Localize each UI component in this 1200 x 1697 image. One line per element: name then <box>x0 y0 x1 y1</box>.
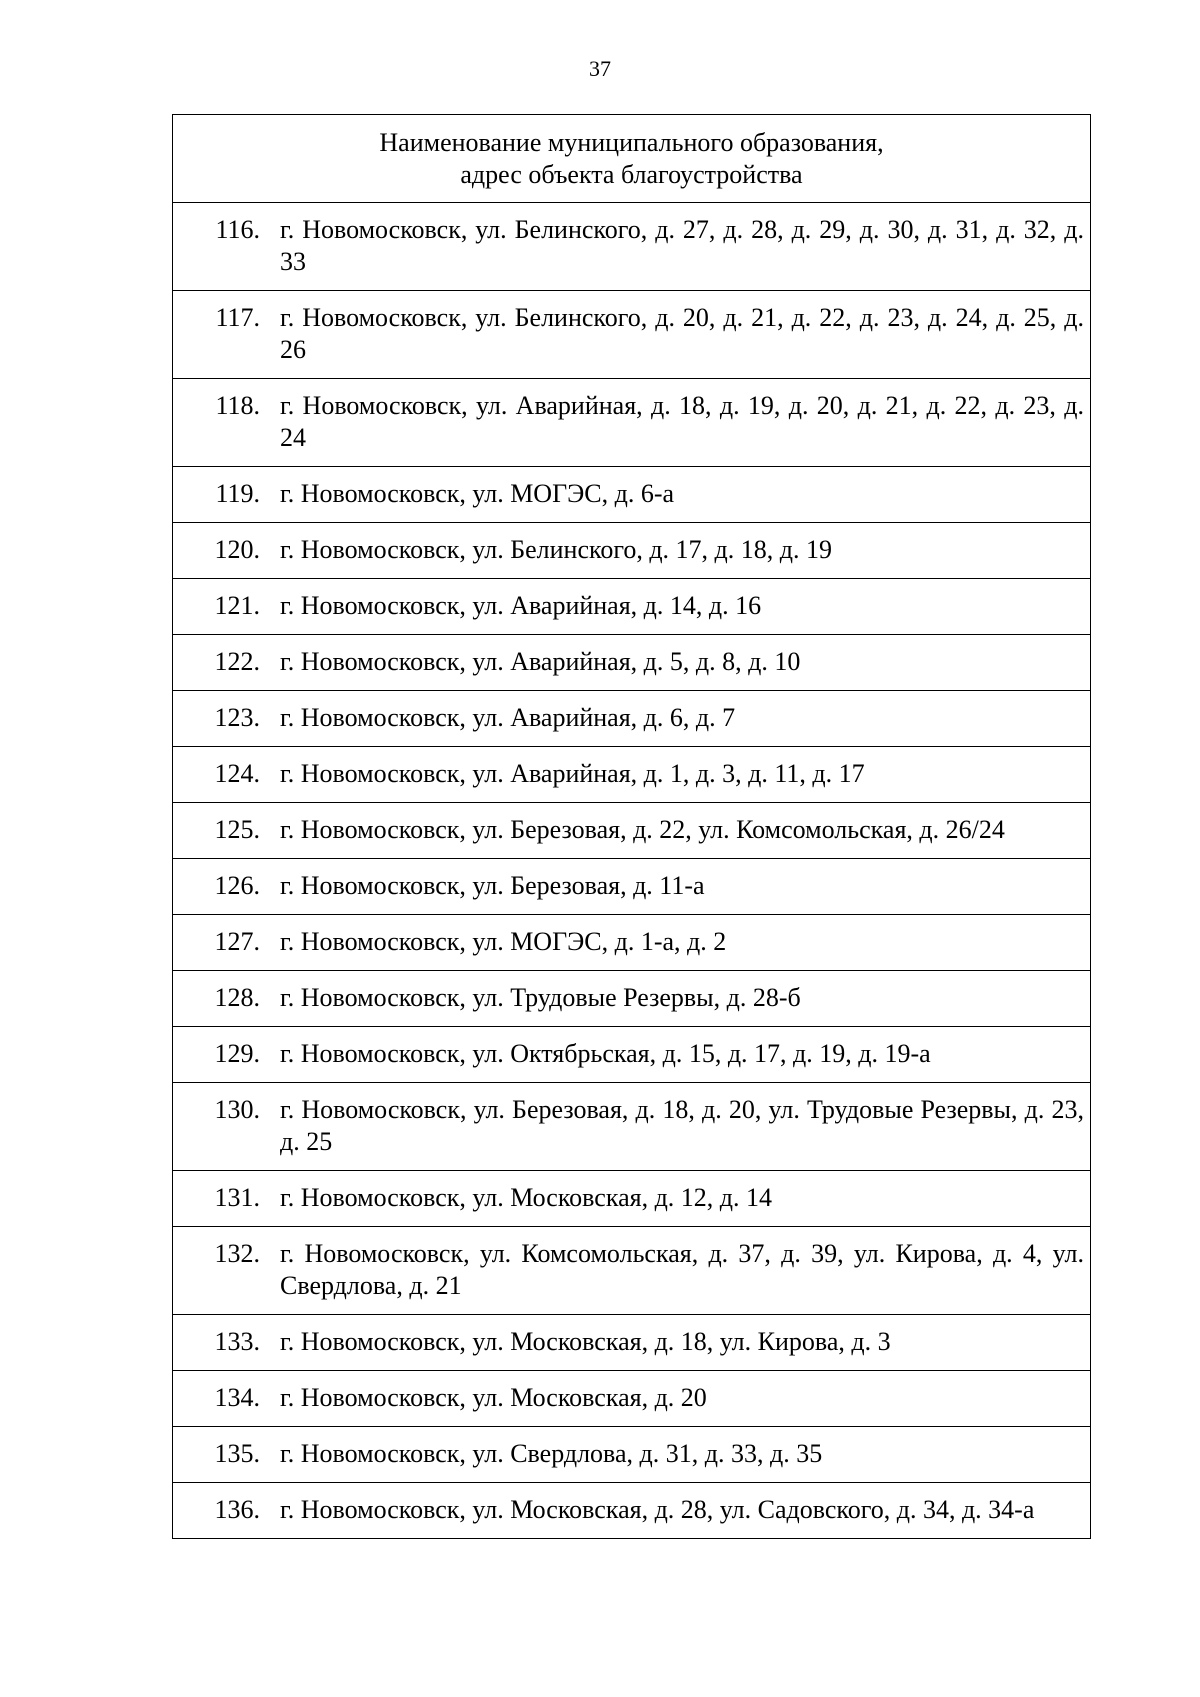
row-number: 116. <box>215 215 260 244</box>
row-number: 132. <box>214 1239 260 1268</box>
row-address: г. Новомосковск, ул. Белинского, д. 20, д. 21, д. 22, д. 23, д. 24, д. 25, д. 26 <box>280 303 1084 364</box>
table-row <box>173 1315 1091 1371</box>
row-number: 129. <box>214 1039 260 1068</box>
table-row <box>173 1371 1091 1427</box>
row-address: г. Новомосковск, ул. МОГЭС, д. 6-а <box>280 479 675 508</box>
row-address: г. Новомосковск, ул. Московская, д. 18, ул. Кирова, д. 3 <box>280 1327 891 1356</box>
row-address: г. Новомосковск, ул. Аварийная, д. 1, д. 3, д. 11, д. 17 <box>280 759 865 788</box>
table-row <box>173 1083 1091 1171</box>
table-header-cell <box>173 115 1091 203</box>
row-address: г. Новомосковск, ул. Березовая, д. 11-а <box>280 871 705 900</box>
table-row <box>173 691 1091 747</box>
row-number: 122. <box>214 647 260 676</box>
row-address: г. Новомосковск, ул. Аварийная, д. 14, д. 16 <box>280 591 762 620</box>
table-row <box>173 379 1091 467</box>
table-row <box>173 291 1091 379</box>
row-number: 118. <box>215 391 260 420</box>
table-row <box>173 203 1091 291</box>
table-header-row <box>173 115 1091 203</box>
row-number: 124. <box>214 759 260 788</box>
row-address: г. Новомосковск, ул. Аварийная, д. 18, д. 19, д. 20, д. 21, д. 22, д. 23, д. 24 <box>280 391 1084 452</box>
row-address: г. Новомосковск, ул. Трудовые Резервы, д. 28-б <box>280 983 801 1012</box>
row-number: 134. <box>214 1383 260 1412</box>
row-address: г. Новомосковск, ул. Березовая, д. 22, ул. Комсомольская, д. 26/24 <box>280 815 1005 844</box>
row-address: г. Новомосковск, ул. Белинского, д. 17, д. 18, д. 19 <box>280 535 833 564</box>
table-row <box>173 1227 1091 1315</box>
table-row <box>173 1483 1091 1539</box>
row-address: г. Новомосковск, ул. Московская, д. 20 <box>280 1383 707 1412</box>
row-address: г. Новомосковск, ул. МОГЭС, д. 1-а, д. 2 <box>280 927 727 956</box>
addresses-table <box>172 114 1091 1539</box>
header-line-2: адрес объекта благоустройства <box>460 159 803 189</box>
row-number: 117. <box>215 303 260 332</box>
row-address: г. Новомосковск, ул. Свердлова, д. 31, д. 33, д. 35 <box>280 1439 823 1468</box>
table-row <box>173 1427 1091 1483</box>
row-address: г. Новомосковск, ул. Аварийная, д. 6, д. 7 <box>280 703 736 732</box>
table-row <box>173 1171 1091 1227</box>
row-number: 125. <box>214 815 260 844</box>
row-address: г. Новомосковск, ул. Аварийная, д. 5, д. 8, д. 10 <box>280 647 801 676</box>
row-address: г. Новомосковск, ул. Комсомольская, д. 37, д. 39, ул. Кирова, д. 4, ул. Свердлова, д. 21 <box>280 1239 1084 1300</box>
row-number: 119. <box>215 479 260 508</box>
row-number: 131. <box>214 1183 260 1212</box>
row-number: 133. <box>214 1327 260 1356</box>
row-number: 120. <box>214 535 260 564</box>
header-line-1: Наименование муниципального образования, <box>379 127 884 157</box>
table-row <box>173 579 1091 635</box>
row-address: г. Новомосковск, ул. Московская, д. 28, ул. Садовского, д. 34, д. 34-а <box>280 1495 1035 1524</box>
table-row <box>173 1027 1091 1083</box>
table-row <box>173 635 1091 691</box>
row-number: 127. <box>214 927 260 956</box>
row-number: 136. <box>214 1495 260 1524</box>
row-number: 128. <box>214 983 260 1012</box>
table-row <box>173 971 1091 1027</box>
row-address: г. Новомосковск, ул. Московская, д. 12, д. 14 <box>280 1183 773 1212</box>
row-number: 123. <box>214 703 260 732</box>
row-number: 126. <box>214 871 260 900</box>
row-address: г. Новомосковск, ул. Белинского, д. 27, д. 28, д. 29, д. 30, д. 31, д. 32, д. 33 <box>280 215 1084 276</box>
row-address: г. Новомосковск, ул. Октябрьская, д. 15, д. 17, д. 19, д. 19-а <box>280 1039 931 1068</box>
page-number: 37 <box>589 56 611 81</box>
table-row <box>173 467 1091 523</box>
table-row <box>173 747 1091 803</box>
row-number: 135. <box>214 1439 260 1468</box>
table-row <box>173 915 1091 971</box>
row-number: 130. <box>214 1095 260 1124</box>
table-row <box>173 523 1091 579</box>
table-row <box>173 859 1091 915</box>
table-row <box>173 803 1091 859</box>
row-address: г. Новомосковск, ул. Березовая, д. 18, д. 20, ул. Трудовые Резервы, д. 23, д. 25 <box>280 1095 1084 1156</box>
row-number: 121. <box>214 591 260 620</box>
